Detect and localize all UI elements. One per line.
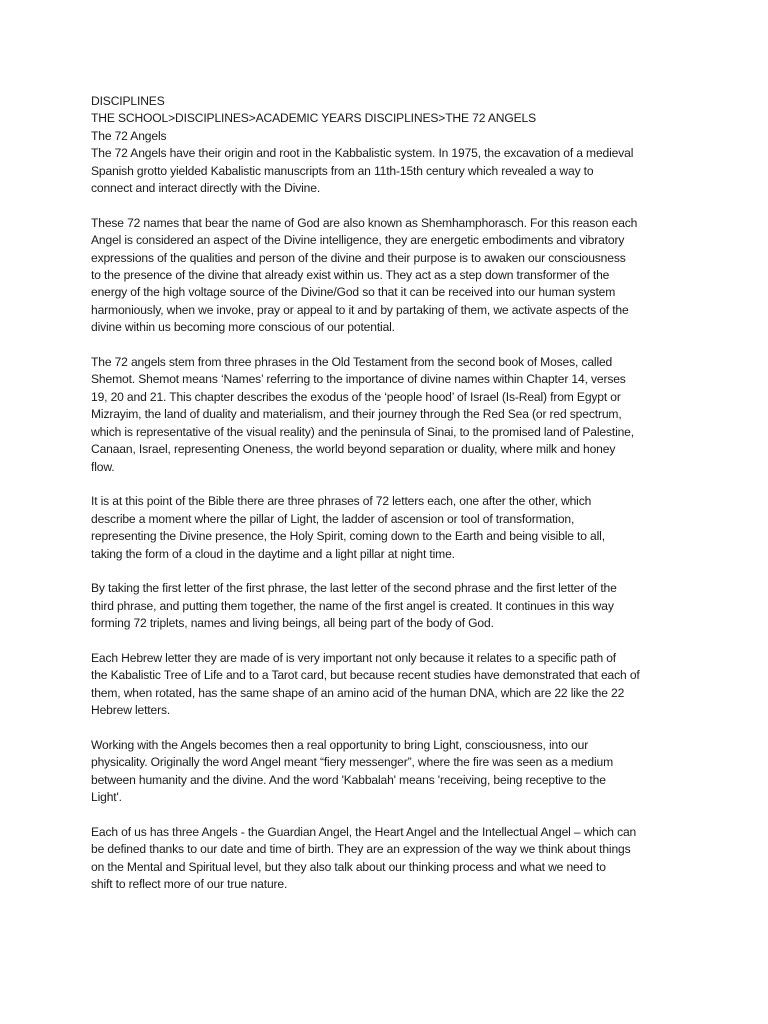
- page-title: The 72 Angels: [91, 128, 167, 143]
- paragraph-three-phrases: It is at this point of the Bible there are three phrases of 72 letters each, one after the other, which describe a moment where the pillar of Light, the ladder of ascension or tool of transformation, representing the Divine presence, the Holy Spirit, coming down to the Earth and being visible to all, taking the form of a cloud in the daytime and a light pillar at night time.: [91, 494, 605, 561]
- paragraph-three-angels: Each of us has three Angels - the Guardian Angel, the Heart Angel and the Intellectual Angel – which can be defined thanks to our date and time of birth. They are an expression of the way we think about things on the Mental and Spiritual level, but they also talk about our thinking process and what we need to shift to reflect more of our true nature.: [91, 824, 637, 892]
- document-page: [91, 93, 691, 894]
- paragraph-shemot: The 72 angels stem from three phrases in the Old Testament from the second book of Moses, called Shemot. Shemot means ‘Names’ referring to the importance of divine names within Chapter 14, verses 19, 20 and 21. This chapter describes the exodus of the ‘people hood’ of Israel (Is-Real) from Egypt or Mizrayim, the land of duality and materialism, and their journey through the Red Sea (or red spectrum, which is representative of the visual reality) and the peninsula of Sinai, to the promised land of Palestine, Canaan, Israel, representing Oneness, the world beyond separation or duality, where milk and honey flow.: [91, 355, 634, 474]
- article-body: [91, 145, 691, 893]
- breadcrumb: THE SCHOOL>DISCIPLINES>ACADEMIC YEARS DISCIPLINES>THE 72 ANGELS: [91, 111, 536, 126]
- paragraph-shemhamphorasch: These 72 names that bear the name of God are also known as Shemhamphorasch. For this reason each Angel is considered an aspect of the Divine intelligence, they are energetic embodiments and vibratory expressions of the qualities and person of the divine and their purpose is to awaken our consciousness to the presence of the divine that already exist within us. They act as a step down transformer of the energy of the high voltage source of the Divine/God so that it can be received into our human system harmoniously, when we invoke, pray or appeal to it and by partaking of them, we activate aspects of the divine within us becoming more conscious of our potential.: [91, 215, 638, 335]
- paragraph-hebrew-letters: Each Hebrew letter they are made of is very important not only because it relates to a specific path of the Kabalistic Tree of Life and to a Tarot card, but because recent studies have demonstrated that each of them, when rotated, has the same shape of an amino acid of the human DNA, which are 22 like the 22 Hebrew letters.: [91, 650, 640, 718]
- paragraph-triplets: By taking the first letter of the first phrase, the last letter of the second phrase and the first letter of the third phrase, and putting them together, the name of the first angel is created. It continues in this way forming 72 triplets, names and living beings, all being part of the body of God.: [91, 581, 617, 631]
- paragraph-origin: The 72 Angels have their origin and root in the Kabbalistic system. In 1975, the excavation of a medieval Spanish grotto yielded Kabalistic manuscripts from an 11th-15th century which revealed a way to connect and interact directly with the Divine.: [91, 146, 634, 196]
- section-heading: DISCIPLINES: [91, 94, 165, 108]
- paragraph-working-with-angels: Working with the Angels becomes then a real opportunity to bring Light, consciousness, into our physicality. Originally the word Angel meant “fiery messenger”, where the fire was seen as a medium between humanity and the divine. And the word 'Kabbalah' means 'receiving, being receptive to the Light'.: [91, 737, 613, 805]
